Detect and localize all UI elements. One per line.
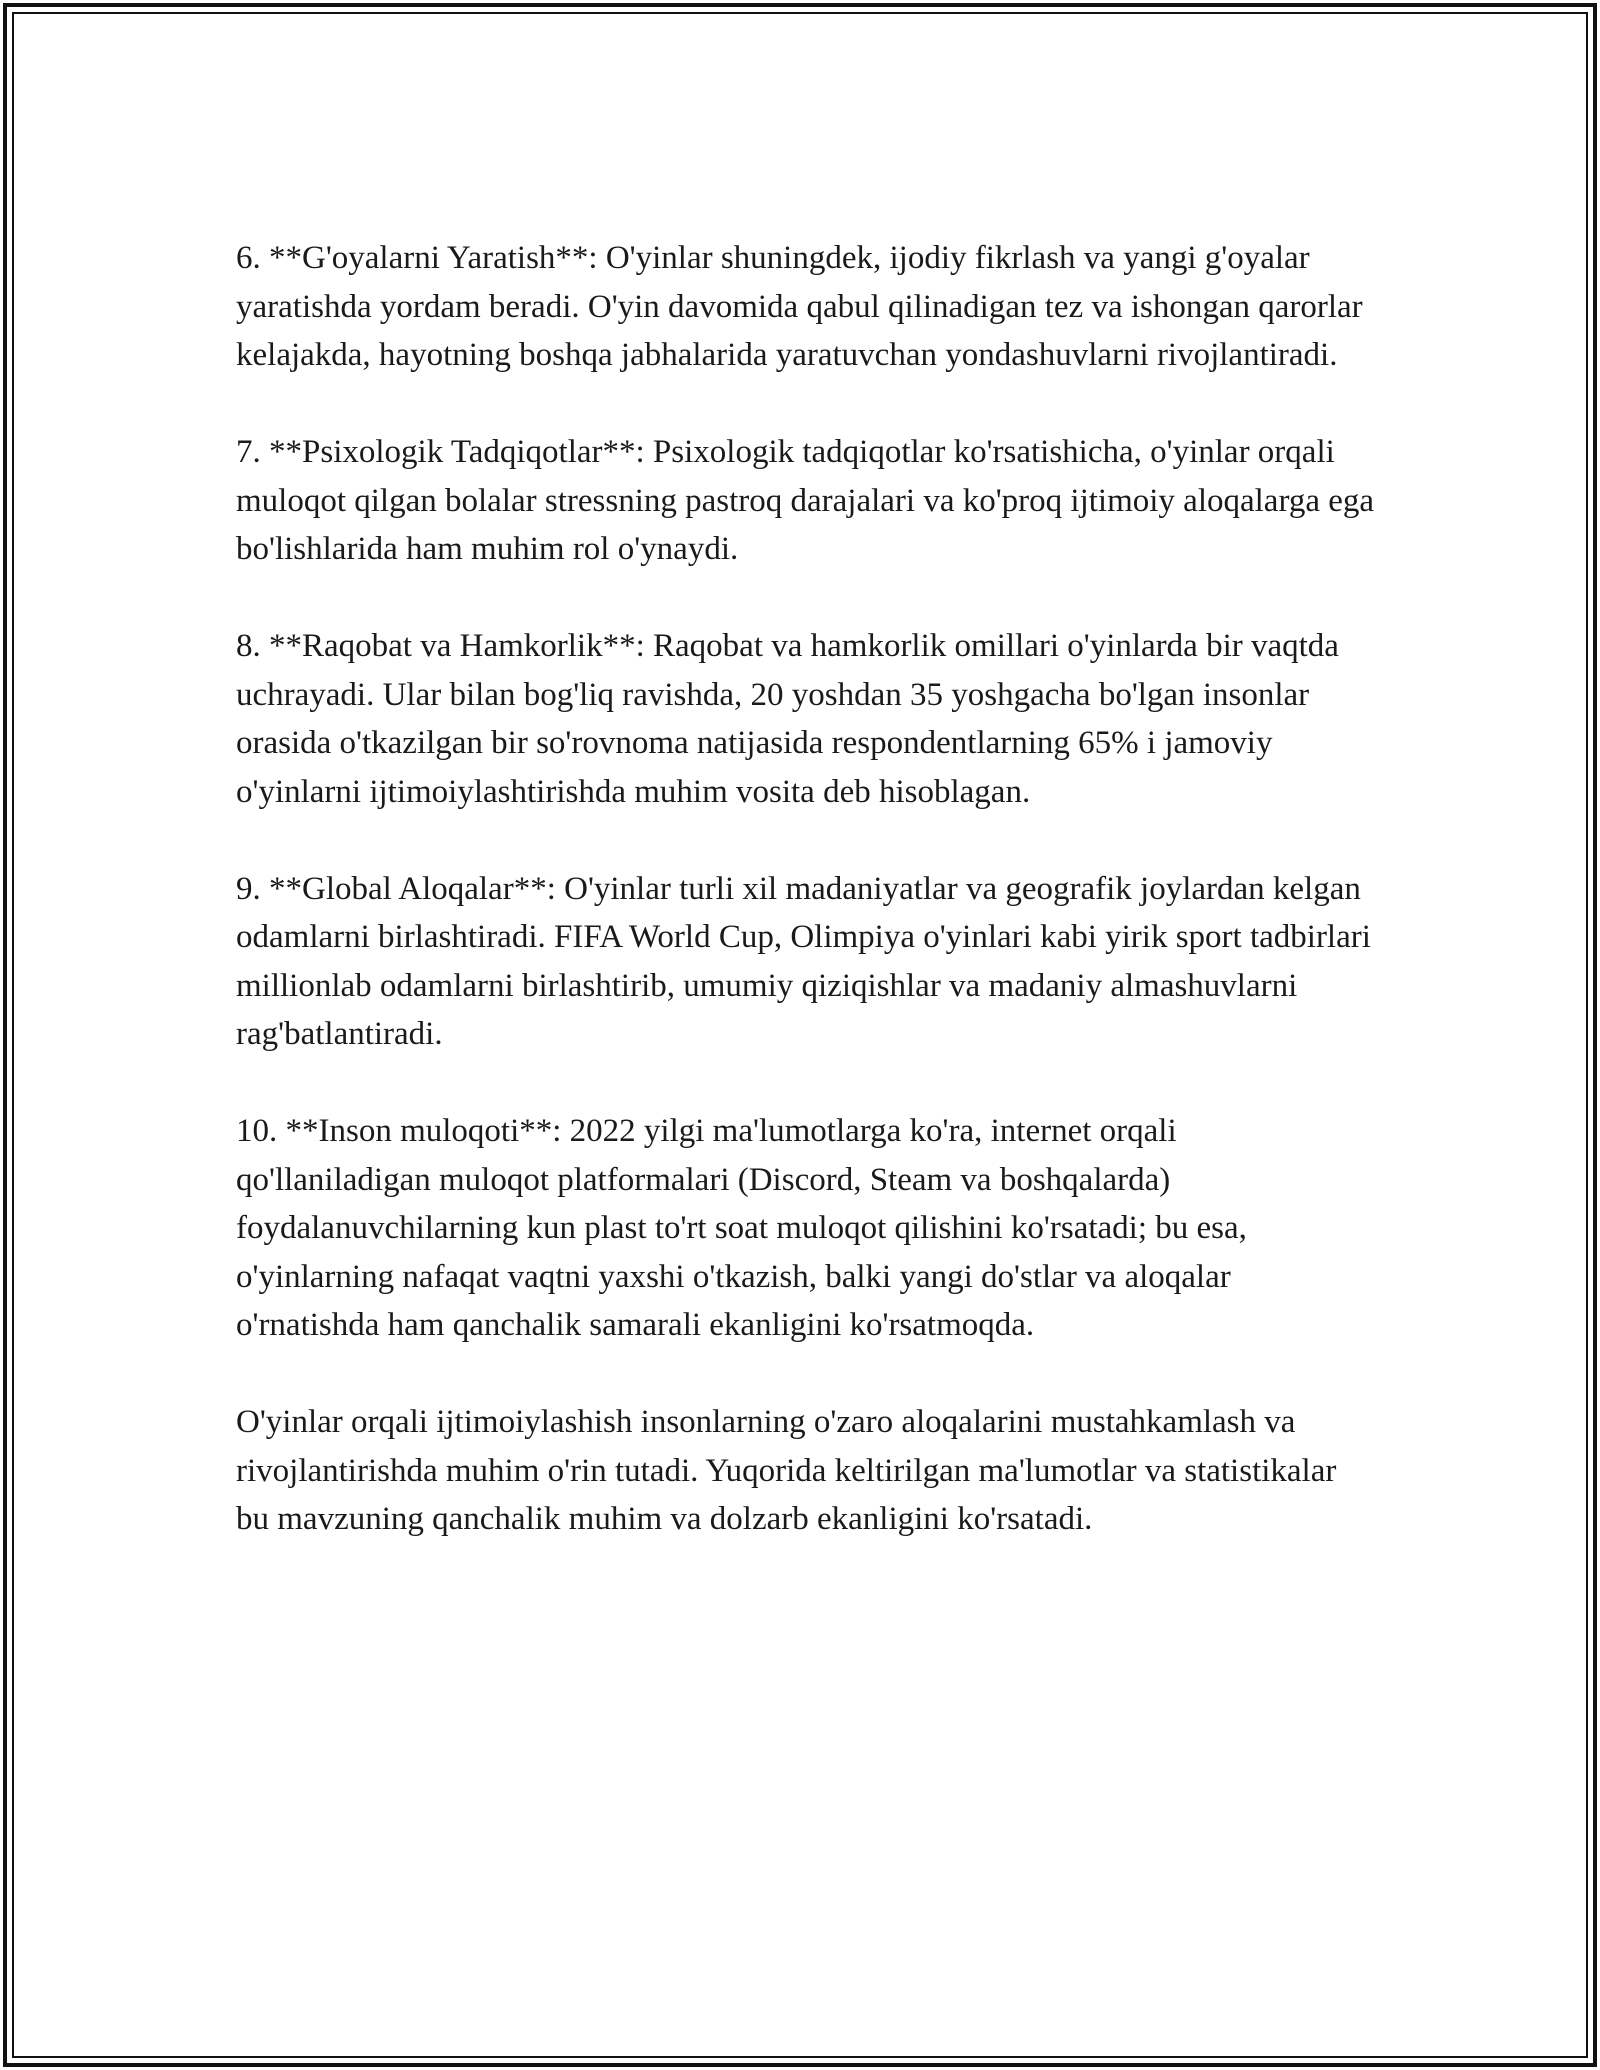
document-body <box>236 234 1376 1592</box>
paragraph-conclusion: O'yinlar orqali ijtimoiylashish insonlarning o'zaro aloqalarini mustahkamlash va rivojlantirishda muhim o'rin tutadi. Yuqorida keltirilgan ma'lumotlar va statistikalar bu mavzuning qanchalik muhim va dolzarb ekanligini ko'rsatadi. <box>236 1404 1337 1537</box>
paragraph-item-10: 10. **Inson muloqoti**: 2022 yilgi ma'lumotlarga ko'ra, internet orqali qo'llaniladigan muloqot platformalari (Discord, Steam va boshqalarda) foydalanuvchilarning kun plast to'rt soat muloqot qilishini ko'rsatadi; bu esa, o'yinlarning nafaqat vaqtni yaxshi o'tkazish, balki yangi do'stlar va aloqalar o'rnatishda ham qanchalik samarali ekanligini ko'rsatmoqda. <box>236 1113 1247 1343</box>
paragraph-item-7: 7. **Psixologik Tadqiqotlar**: Psixologik tadqiqotlar ko'rsatishicha, o'yinlar orqali muloqot qilgan bolalar stressning pastroq darajalari va ko'proq ijtimoiy aloqalarga ega bo'lishlarida ham muhim rol o'ynaydi. <box>236 434 1375 567</box>
paragraph-item-6: 6. **G'oyalarni Yaratish**: O'yinlar shuningdek, ijodiy fikrlash va yangi g'oyalar yaratishda yordam beradi. O'yin davomida qabul qilinadigan tez va ishongan qarorlar kelajakda, hayotning boshqa jabhalarida yaratuvchan yondashuvlarni rivojlantiradi. <box>236 240 1363 373</box>
paragraph-item-8: 8. **Raqobat va Hamkorlik**: Raqobat va hamkorlik omillari o'yinlarda bir vaqtda uchrayadi. Ular bilan bog'liq ravishda, 20 yoshdan 35 yoshgacha bo'lgan insonlar orasida o'tkazilgan bir so'rovnoma natijasida respondentlarning 65% i jamoviy o'yinlarni ijtimoiylashtirishda muhim vosita deb hisoblagan. <box>236 628 1339 810</box>
paragraph-item-9: 9. **Global Aloqalar**: O'yinlar turli xil madaniyatlar va geografik joylardan kelgan odamlarni birlashtiradi. FIFA World Cup, Olimpiya o'yinlari kabi yirik sport tadbirlari millionlab odamlarni birlashtirib, umumiy qiziqishlar va madaniy almashuvlarni rag'batlantiradi. <box>236 870 1371 1052</box>
